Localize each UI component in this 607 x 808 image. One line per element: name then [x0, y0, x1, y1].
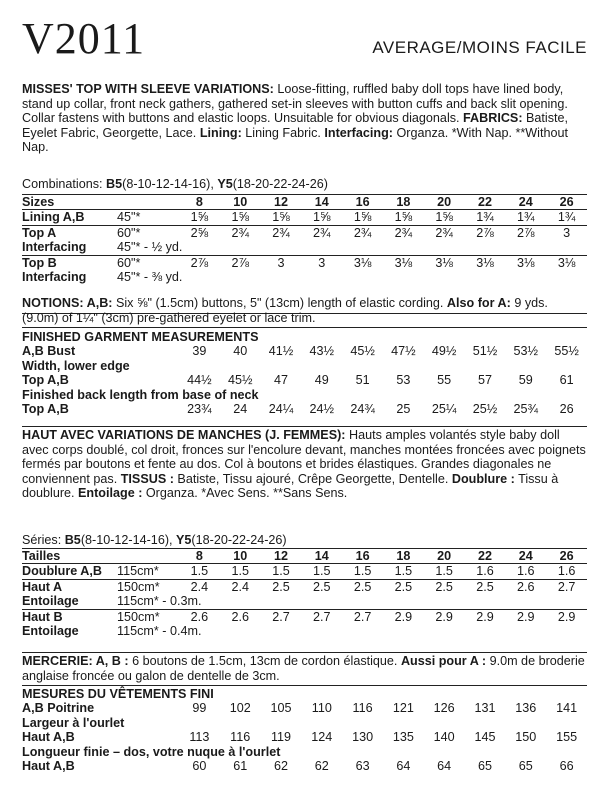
yardage-value: 2¾: [261, 225, 302, 240]
measurement-value: 124: [311, 730, 333, 745]
measurement-value: 41½: [268, 344, 294, 359]
en-combinations-label: Combinations:: [22, 177, 103, 191]
yardage-value: 2.4: [179, 579, 220, 594]
size-header: 16: [342, 549, 383, 564]
size-header: 8: [179, 549, 220, 564]
pattern-header: [22, 14, 587, 64]
fabric-width: 45"* - ⅜ yd.: [117, 270, 183, 285]
measurement-value: 116: [230, 730, 251, 745]
size-header: 18: [383, 195, 424, 210]
measurement-value: 105: [270, 701, 292, 716]
yardage-value: 2¾: [220, 225, 261, 240]
yardage-value: 1.5: [394, 564, 413, 579]
yardage-value: 2.5: [465, 579, 506, 594]
yardage-value: 1.6: [517, 564, 535, 579]
yardage-value: 2.5: [301, 579, 342, 594]
measurement-value: 65: [518, 759, 533, 774]
row-label: Entoilage: [22, 594, 79, 609]
yardage-row: [22, 624, 587, 638]
yardage-value: 2⅝: [179, 225, 220, 240]
yardage-value: 3: [546, 225, 587, 240]
yardage-row: [22, 225, 587, 240]
measurement-value: 51: [355, 373, 370, 388]
yardage-value: 1.5: [435, 564, 453, 579]
measurement-value: 136: [515, 701, 537, 716]
en-notions-also-label: Also for A:: [446, 296, 511, 310]
measurement-value: 49: [314, 373, 329, 388]
yardage-value: 1⅝: [231, 210, 249, 225]
fabric-width: 45"*: [117, 210, 141, 225]
en-combinations: [22, 177, 328, 191]
row-label: Entoilage: [22, 624, 79, 639]
yardage-value: 2.7: [546, 579, 587, 594]
yardage-row: [22, 564, 587, 579]
yardage-value: 2⅞: [220, 255, 261, 270]
fr-combo-b5-sizes: (8-10-12-14-16),: [80, 533, 173, 547]
en-combo-b5-sizes: (8-10-12-14-16),: [122, 177, 214, 191]
en-combo-b5: B5: [106, 177, 123, 191]
yardage-value: 1.5: [272, 564, 290, 579]
en-yardage-table: [22, 194, 587, 284]
yardage-row: [22, 270, 587, 284]
en-lining-label: Lining:: [199, 125, 242, 140]
measurement-row: [22, 730, 587, 744]
divider: [22, 652, 587, 653]
yardage-value: 3⅛: [465, 255, 506, 270]
yardage-value: 2⅞: [505, 225, 546, 240]
fr-fabrics-label: TISSUS :: [120, 471, 174, 486]
measurement-value: 121: [392, 701, 414, 716]
fr-description-title: HAUT AVEC VARIATIONS DE MANCHES (J. FEMMES):: [22, 428, 346, 442]
row-label: Haut B: [22, 609, 117, 624]
measurement-value: 130: [352, 730, 374, 745]
measurement-value: 62: [273, 759, 288, 774]
measurement-row: [22, 759, 587, 773]
measurement-value: 59: [518, 373, 533, 388]
en-combo-y5-sizes: (18-20-22-24-26): [232, 177, 328, 191]
fr-notions: [22, 654, 587, 683]
measurement-value: 126: [433, 701, 455, 716]
measurement-value: 25: [396, 402, 411, 417]
fr-combo-y5: Y5: [176, 533, 192, 547]
size-header: 26: [546, 195, 587, 210]
fr-lining-label: Doublure :: [451, 471, 515, 486]
row-label: Interfacing: [22, 270, 87, 285]
measurement-value: 55: [437, 373, 452, 388]
yardage-value: 2.6: [220, 609, 261, 624]
yardage-value: 3⅛: [342, 255, 383, 270]
measurement-value: 53½: [513, 344, 539, 359]
fr-yardage-table: [22, 548, 587, 638]
yardage-value: 2.5: [424, 579, 465, 594]
measurement-value: 113: [189, 730, 210, 745]
size-header: 20: [424, 195, 465, 210]
en-description-text: Loose-fitting, ruffled baby doll tops have lined body, stand up collar, front neck gathers, gathered set-in sleeves with button cuffs and back slit opening. Collar fastens with buttons and elastic loops. Unsuitable for obvious diagonals.: [22, 82, 568, 126]
size-header: 20: [424, 549, 465, 564]
row-label: Largeur à l'ourlet: [22, 715, 125, 730]
measurement-value: 61: [233, 759, 248, 774]
en-combo-y5: Y5: [217, 177, 233, 191]
yardage-row: [22, 210, 587, 225]
en-notions-label: NOTIONS: A,B:: [22, 296, 113, 310]
measurement-value: 49½: [431, 344, 457, 359]
yardage-value: 2¾: [301, 225, 342, 240]
divider: [22, 426, 587, 427]
measurement-row: [22, 716, 587, 730]
en-description-title: MISSES' TOP WITH SLEEVE VARIATIONS:: [22, 82, 274, 96]
fr-measurements-table: [22, 687, 587, 773]
size-header: 14: [301, 549, 342, 564]
measurement-value: 43½: [309, 344, 335, 359]
size-header: 12: [261, 549, 302, 564]
measurement-value: 25¾: [513, 402, 539, 417]
size-header: 16: [342, 195, 383, 210]
en-notions-text: Six ⅝" (1.5cm) buttons, 5" (13cm) length of elastic cording.: [115, 296, 444, 310]
fr-combo-y5-sizes: (18-20-22-24-26): [191, 533, 287, 547]
yardage-value: 1⅝: [190, 210, 209, 225]
yardage-value: 1.5: [190, 564, 209, 579]
measurement-value: 24: [233, 402, 248, 417]
pattern-code: V2011: [22, 14, 146, 63]
row-label: Haut A: [22, 579, 117, 594]
row-label: A,B Bust: [22, 344, 76, 359]
fr-description-text: Hauts amples volantés style baby doll avec corps doublé, col droit, fronces sur l'encolure devant, manches montées froncées avec poignets fermés par boutons et fente au dos. Col à boutons et brides élastiques. Grandes diagonales ne conviennent pas.: [22, 428, 586, 486]
measurement-value: 116: [352, 701, 373, 716]
measurement-row: [22, 388, 587, 402]
measurement-row: [22, 373, 587, 387]
yardage-value: 2¾: [383, 225, 424, 240]
measurement-value: 44½: [187, 373, 212, 388]
yardage-value: 2.9: [465, 609, 506, 624]
measurements-title-row: [22, 687, 587, 701]
fr-notions-label: MERCERIE: A, B :: [22, 654, 129, 668]
measurement-value: 24¼: [268, 402, 294, 417]
yardage-value: 2.7: [342, 609, 383, 624]
yardage-value: 1⅝: [435, 210, 453, 225]
yardage-value: 1⅝: [353, 210, 372, 225]
measurement-value: 39: [192, 344, 207, 359]
yardage-row: [22, 255, 587, 270]
fabric-width: 115cm* - 0.4m.: [117, 624, 202, 639]
measurement-value: 25¼: [431, 402, 457, 417]
yardage-value: 1⅝: [313, 210, 331, 225]
yardage-value: 1¾: [517, 210, 535, 225]
size-header: 12: [261, 195, 302, 210]
yardage-value: 2.9: [546, 609, 587, 624]
sizes-label: Sizes: [22, 195, 179, 210]
yardage-value: 1¾: [557, 210, 576, 225]
measurement-value: 25½: [472, 402, 498, 417]
fr-notions-also-label: Aussi pour A :: [400, 654, 487, 668]
yardage-value: 1¾: [476, 210, 494, 225]
yardage-value: 2.5: [261, 579, 302, 594]
measurement-value: 64: [437, 759, 452, 774]
fr-combinations: [22, 533, 287, 547]
row-label: Haut A,B: [22, 730, 75, 745]
yardage-value: 3: [261, 255, 302, 270]
sizes-header-row: [22, 195, 587, 210]
yardage-value: 1.6: [557, 564, 576, 579]
measurement-value: 47: [273, 373, 288, 388]
divider: [22, 685, 587, 686]
measurement-value: 62: [314, 759, 329, 774]
fabric-width: 150cm*: [117, 579, 179, 594]
measurement-value: 24½: [309, 402, 335, 417]
yardage-row: [22, 240, 587, 255]
en-description: [22, 82, 587, 155]
row-label: Lining A,B: [22, 210, 85, 225]
measurement-value: 61: [559, 373, 574, 388]
yardage-value: 1⅝: [272, 210, 290, 225]
measurement-value: 110: [311, 701, 332, 716]
measurement-value: 24¾: [350, 402, 375, 417]
fr-interfacing: Organza. *Avec Sens. **Sans Sens.: [145, 486, 348, 501]
measurement-value: 145: [474, 730, 496, 745]
measurement-value: 51½: [472, 344, 498, 359]
size-header: 10: [220, 549, 261, 564]
measurement-value: 119: [270, 730, 292, 745]
en-notions: [22, 296, 587, 325]
measurement-value: 57: [477, 373, 492, 388]
yardage-value: 1.5: [231, 564, 249, 579]
measurement-value: 55½: [554, 344, 579, 359]
divider: [22, 327, 587, 328]
yardage-value: 2.5: [342, 579, 383, 594]
measurement-value: 45½: [350, 344, 375, 359]
fr-lining: Tissu à doublure.: [22, 471, 559, 501]
yardage-value: 1.6: [476, 564, 494, 579]
measurement-value: 141: [556, 701, 578, 716]
size-header: 24: [505, 195, 546, 210]
yardage-value: 2.4: [220, 579, 261, 594]
row-label: A,B Poitrine: [22, 701, 95, 716]
yardage-value: 2⅞: [179, 255, 220, 270]
fr-interfacing-label: Entoilage :: [78, 486, 143, 501]
yardage-value: 2⅞: [465, 225, 506, 240]
measurement-value: 64: [396, 759, 411, 774]
measurements-title-row: [22, 330, 587, 344]
size-header: 8: [179, 195, 220, 210]
en-interfacing-label: Interfacing:: [324, 125, 393, 140]
yardage-value: 2.6: [505, 579, 546, 594]
fr-notions-also-text: 9.0m de broderie anglaise froncée ou galon de dentelle de 3cm.: [22, 654, 585, 683]
measurement-value: 140: [433, 730, 455, 745]
yardage-value: 3⅛: [546, 255, 587, 270]
size-header: 26: [546, 549, 587, 564]
yardage-value: 3⅛: [383, 255, 424, 270]
measurement-value: 40: [233, 344, 248, 359]
measurement-value: 135: [392, 730, 414, 745]
fabric-width: 45"* - ½ yd.: [117, 240, 183, 255]
yardage-value: 1.5: [353, 564, 372, 579]
size-header: 24: [505, 549, 546, 564]
yardage-row: [22, 594, 587, 609]
yardage-value: 2¾: [342, 225, 383, 240]
measurement-value: 65: [477, 759, 492, 774]
row-label: Finished back length from base of neck: [22, 387, 259, 402]
row-label: Top A,B: [22, 402, 69, 417]
en-notions-also-text: 9 yds. (9.0m) of 1¼" (3cm) pre-gathered eyelet or lace trim.: [22, 296, 548, 325]
row-label: Haut A,B: [22, 759, 75, 774]
measurement-value: 66: [559, 759, 574, 774]
size-header: 18: [383, 549, 424, 564]
en-interfacing: Organza. *With Nap. **Without Nap.: [22, 125, 568, 155]
fabric-width: 115cm*: [117, 564, 159, 579]
yardage-value: 2.7: [261, 609, 302, 624]
fabric-width: 60"*: [117, 225, 179, 240]
measurement-row: [22, 701, 587, 715]
measurement-value: 60: [192, 759, 207, 774]
measurement-value: 23¾: [187, 402, 212, 417]
size-header: 14: [301, 195, 342, 210]
yardage-value: 2.9: [424, 609, 465, 624]
measurement-value: 63: [355, 759, 370, 774]
measurement-value: 47½: [391, 344, 416, 359]
measurement-value: 155: [556, 730, 578, 745]
yardage-value: 3⅛: [505, 255, 546, 270]
row-label: Interfacing: [22, 240, 87, 255]
fabric-width: 60"*: [117, 255, 179, 270]
measurement-value: 150: [515, 730, 537, 745]
row-label: Doublure A,B: [22, 564, 102, 579]
yardage-row: [22, 609, 587, 624]
size-header: 22: [465, 549, 506, 564]
measurements-title: FINISHED GARMENT MEASUREMENTS: [22, 330, 259, 344]
yardage-value: 2.9: [505, 609, 546, 624]
yardage-value: 2.5: [383, 579, 424, 594]
row-label: Top B: [22, 255, 117, 270]
sizes-label: Tailles: [22, 549, 179, 564]
yardage-value: 2.6: [179, 609, 220, 624]
size-header: 22: [465, 195, 506, 210]
measurements-title: MESURES DU VÊTEMENTS FINI: [22, 687, 214, 701]
measurement-value: 53: [396, 373, 411, 388]
yardage-value: 1.5: [313, 564, 331, 579]
measurement-row: [22, 344, 587, 358]
yardage-value: 1⅝: [394, 210, 413, 225]
measurement-value: 102: [229, 701, 251, 716]
size-header: 10: [220, 195, 261, 210]
fabric-width: 115cm* - 0.3m.: [117, 594, 202, 609]
row-label: Width, lower edge: [22, 358, 130, 373]
en-measurements-table: [22, 330, 587, 416]
fr-notions-text: 6 boutons de 1.5cm, 13cm de cordon élastique.: [132, 654, 398, 668]
measurement-value: 45½: [227, 373, 253, 388]
measurement-value: 131: [474, 701, 496, 716]
fr-fabrics: Batiste, Tissu ajouré, Crêpe Georgette, Dentelle.: [177, 471, 449, 486]
measurement-row: [22, 745, 587, 759]
measurement-row: [22, 402, 587, 416]
row-label: Longueur finie – dos, votre nuque à l'ourlet: [22, 744, 281, 759]
yardage-value: 3: [301, 255, 342, 270]
en-fabrics: Batiste, Eyelet Fabric, Georgette, Lace.: [22, 111, 569, 140]
row-label: Top A,B: [22, 373, 69, 388]
measurement-row: [22, 359, 587, 373]
difficulty-level: AVERAGE/MOINS FACILE: [372, 38, 587, 57]
fr-combo-b5: B5: [64, 533, 81, 547]
row-label: Top A: [22, 225, 117, 240]
yardage-value: 2.9: [383, 609, 424, 624]
fr-description: [22, 428, 587, 501]
yardage-value: 3⅛: [424, 255, 465, 270]
yardage-value: 2¾: [424, 225, 465, 240]
yardage-value: 2.7: [301, 609, 342, 624]
en-fabrics-label: FABRICS:: [463, 111, 523, 126]
yardage-row: [22, 579, 587, 594]
fabric-width: 150cm*: [117, 609, 179, 624]
measurement-value: 26: [559, 402, 574, 417]
en-lining: Lining Fabric.: [245, 125, 321, 140]
measurement-value: 99: [192, 701, 207, 716]
sizes-header-row: [22, 549, 587, 564]
fr-combinations-label: Séries:: [22, 533, 62, 547]
